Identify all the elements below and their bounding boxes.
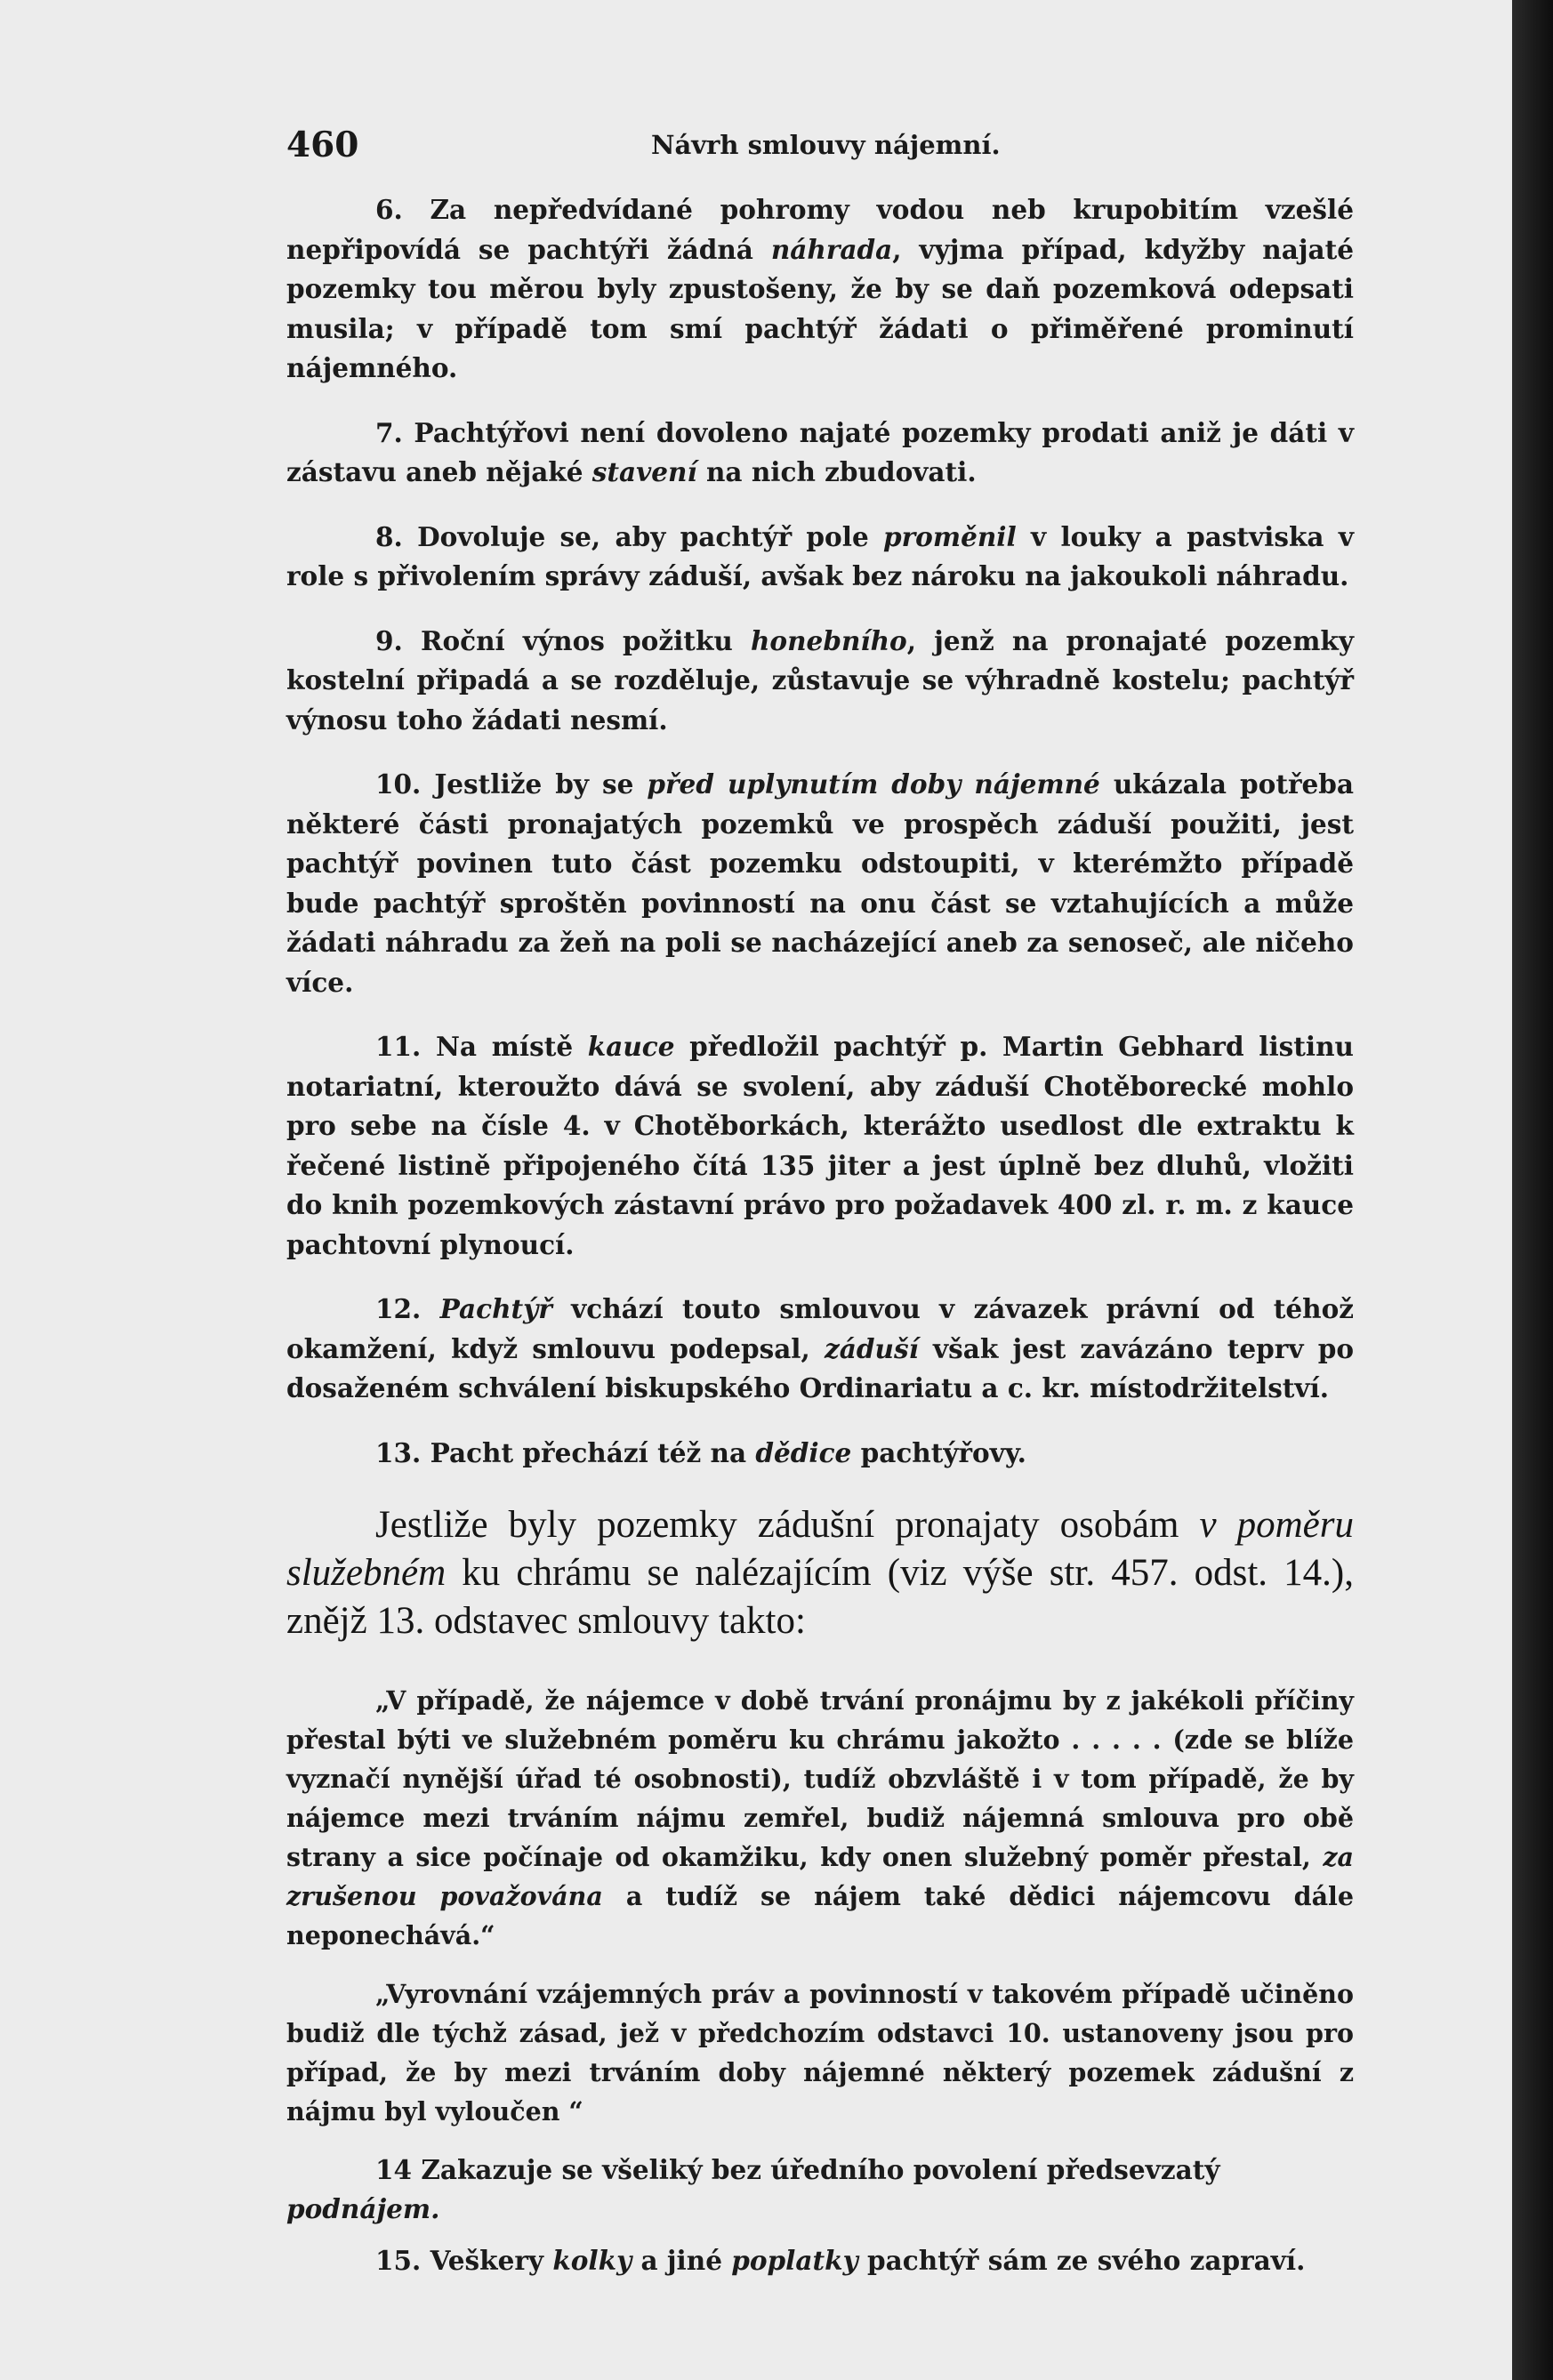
- paragraph-7: [286, 414, 1354, 493]
- paragraph-11: [286, 1027, 1354, 1265]
- text-run: , vyjma případ, kdyžby najaté pozemky tou měrou byly zpustošeny, že by se daň pozemková odepsati musila; v případě tom smí pachtýř žádati o přiměřené prominutí nájemného.: [286, 233, 1354, 383]
- emphasis-text: dědice: [755, 1436, 852, 1468]
- text-run: 13. Pacht přechází též na: [375, 1436, 756, 1468]
- text-run: 10. Jestliže by se: [375, 768, 648, 800]
- text-run: 15. Veškery: [375, 2245, 553, 2276]
- quote-paragraph-2: [286, 1974, 1354, 2131]
- emphasis-text: Pachtýř: [439, 1293, 552, 1324]
- paragraph-9: [286, 622, 1354, 741]
- text-run: „Vyrovnání vzájemných práv a povinností v takovém případě učiněno budiž dle týchž zásad, jež v předchozím odstavci 10. ustanoveny jsou pro případ, že by mezi trváním doby nájemné některý pozemek zádušní z nájmu byl vyloučen “: [286, 1979, 1354, 2127]
- paragraph-14: [286, 2151, 1354, 2229]
- page-number: 460: [286, 125, 359, 165]
- emphasis-text: v poměru služebném: [286, 1504, 1354, 1594]
- emphasis-text: náhrada: [770, 233, 893, 265]
- text-run: ukázala potřeba některé části pronajatých pozemků ve prospěch záduší použiti, jest pachtýř povinen tuto část pozemku odstoupiti, v kterémžto případě bude pachtýř sproštěn povinností na onu část se vztahujících a může žádati náhradu za žeň na poli se nacházející aneb za senoseč, ale ničeho více.: [286, 768, 1355, 998]
- text-run: pachtýřovy.: [851, 1436, 1026, 1468]
- text-run: vchází touto smlouvou v závazek právní od téhož okamžení, když smlouvu podepsal,: [286, 1293, 1355, 1364]
- text-run: a tudíž se nájem také dědici nájemcovu dále neponechává.“: [286, 1881, 1354, 1950]
- text-run: pachtýř sám ze svého zapraví.: [857, 2245, 1306, 2276]
- text-run: v louky a pastviska v role s přivolením správy záduší, avšak bez nároku na jakoukoli náhradu.: [286, 520, 1354, 591]
- emphasis-text: kolky: [552, 2245, 632, 2276]
- text-run: 14 Zakazuje se všeliký bez úředního povolení předsevzatý: [375, 2154, 1220, 2185]
- text-run: 12.: [375, 1293, 440, 1324]
- emphasis-text: záduší: [825, 1332, 919, 1364]
- paragraph-13: [286, 1434, 1354, 1474]
- paragraph-6: [286, 190, 1354, 389]
- emphasis-text: kauce: [587, 1031, 675, 1062]
- paragraph-12: [286, 1290, 1354, 1409]
- emphasis-text: za zrušenou považována: [286, 1842, 1354, 1911]
- text-run: na nich zbudovati.: [696, 456, 977, 487]
- text-run: Jestliže byly pozemky zádušní pronajaty osobám: [375, 1504, 1200, 1546]
- emphasis-text: poplatky: [731, 2245, 858, 2276]
- text-run: 11. Na místě: [375, 1031, 588, 1062]
- emphasis-text: podnájem.: [286, 2193, 440, 2224]
- lead-paragraph: [286, 1501, 1354, 1645]
- text-run: 8. Dovoluje se, aby pachtýř pole: [375, 520, 884, 552]
- page-header: [286, 125, 1354, 169]
- text-run: předložil pachtýř p. Martin Gebhard listinu notariatní, kteroužto dává se svolení, aby záduší Chotěborecké mohlo pro sebe na čísle 4. v Chotěborkách, kterážto usedlost dle extraktu k řečené listině připojeného čítá 135 jiter a jest úplně bez dluhů, vložiti do knih pozemkových zástavní právo pro požadavek 400 zl. r. m. z kauce pachtovní plynoucí.: [286, 1031, 1354, 1260]
- text-run: „V případě, že nájemce v době trvání pronájmu by z jakékoli příčiny přestal býti ve služebném poměru ku chrámu jakožto . . . . . (zde se blíže vyznačí nynější úřad té osobnosti), tudíž obzvláště i v tom případě, že by nájemce mezi trváním nájmu zemřel, budiž nájemná smlouva pro obě strany a sice počínaje od okamžiku, kdy onen služebný poměr přestal,: [286, 1685, 1354, 1872]
- page-body: [286, 190, 1354, 2293]
- emphasis-text: honebního: [750, 624, 907, 656]
- paragraph-15: [286, 2241, 1354, 2280]
- scan-edge: [1512, 0, 1553, 2380]
- text-run: a jiné: [632, 2245, 732, 2276]
- quote-paragraph-1: [286, 1681, 1354, 1955]
- paragraph-10: [286, 765, 1354, 1002]
- emphasis-text: před uplynutím doby nájemné: [647, 768, 1100, 800]
- text-run: však jest zavázáno teprv po dosaženém schválení biskupského Ordinariatu a c. kr. místodržitelství.: [286, 1332, 1354, 1403]
- paragraph-8: [286, 518, 1354, 597]
- text-run: 6. Za nepředvídané pohromy vodou neb krupobitím vzešlé nepřipovídá se pachtýři žádná: [286, 194, 1354, 265]
- text-run: 7. Pachtýřovi není dovoleno najaté pozemky prodati aniž je dáti v zástavu aneb nějaké: [286, 416, 1354, 487]
- emphasis-text: proměnil: [883, 520, 1017, 552]
- text-run: ku chrámu se nalézajícím (viz výše str. 457. odst. 14.), znějž 13. odstavec smlouvy takto:: [286, 1552, 1354, 1642]
- text-run: , jenž na pronajaté pozemky kostelní připadá a se rozděluje, zůstavuje se výhradně kostelu; pachtýř výnosu toho žádati nesmí.: [286, 624, 1354, 736]
- emphasis-text: stavení: [591, 456, 697, 487]
- running-title: Návrh smlouvy nájemní.: [651, 130, 1001, 160]
- text-run: 9. Roční výnos požitku: [375, 624, 751, 656]
